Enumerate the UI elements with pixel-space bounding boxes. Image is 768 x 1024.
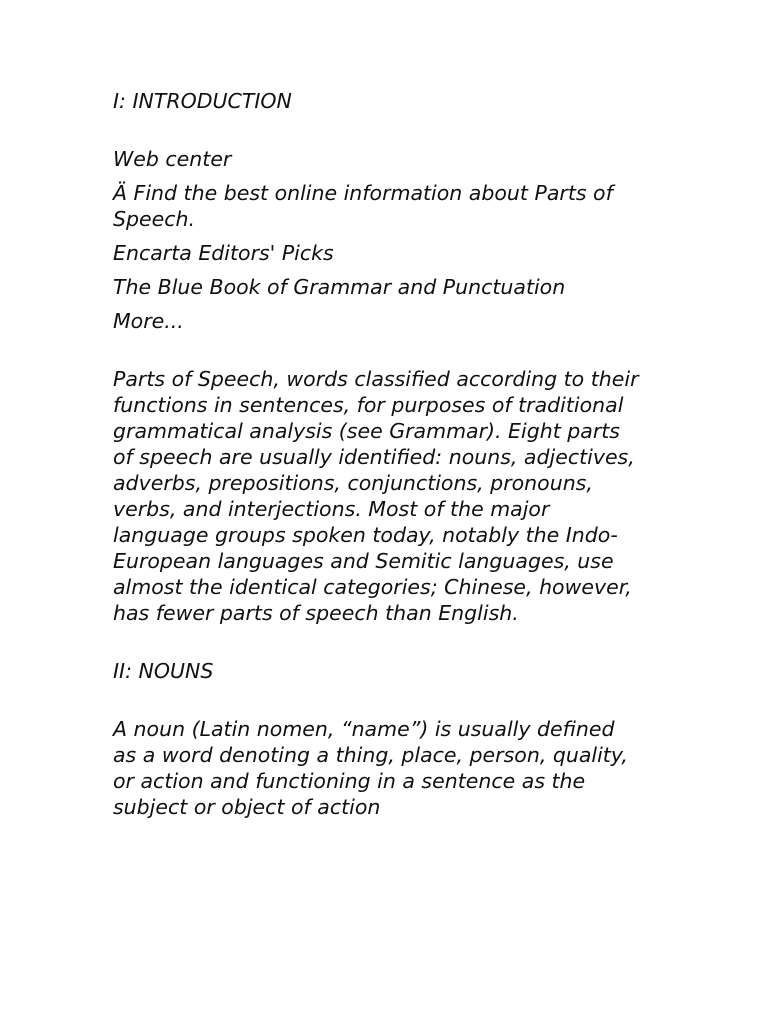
nouns-paragraph: A noun (Latin nomen, “name”) is usually defined as a word denoting a thing, place, person, quality, or action and functioning in a sentence as the subject or object of action bbox=[113, 717, 628, 819]
section-heading-introduction: I: INTRODUCTION bbox=[113, 89, 292, 113]
editors-picks-label: Encarta Editors' Picks bbox=[113, 241, 334, 265]
find-best-info-link[interactable]: Ä Find the best online information about Parts of Speech. bbox=[113, 181, 613, 231]
intro-paragraph: Parts of Speech, words classified according to their functions in sentences, for purposes of traditional grammatical analysis (see Grammar). Eight parts of speech are usually identified: nouns, adjectives, adverbs, prepositions, conjunctions, pronouns, verbs, and interjections. Most of the major language groups spoken today, notably the Indo-European languages and Semitic languages, use almost the identical categories; Chinese, however, has fewer parts of speech than English. bbox=[113, 367, 639, 625]
document-body bbox=[113, 88, 643, 820]
more-link[interactable]: More... bbox=[113, 309, 184, 333]
web-center-label: Web center bbox=[113, 147, 232, 171]
blue-book-link[interactable]: The Blue Book of Grammar and Punctuation bbox=[113, 275, 566, 299]
section-heading-nouns: II: NOUNS bbox=[113, 659, 214, 683]
